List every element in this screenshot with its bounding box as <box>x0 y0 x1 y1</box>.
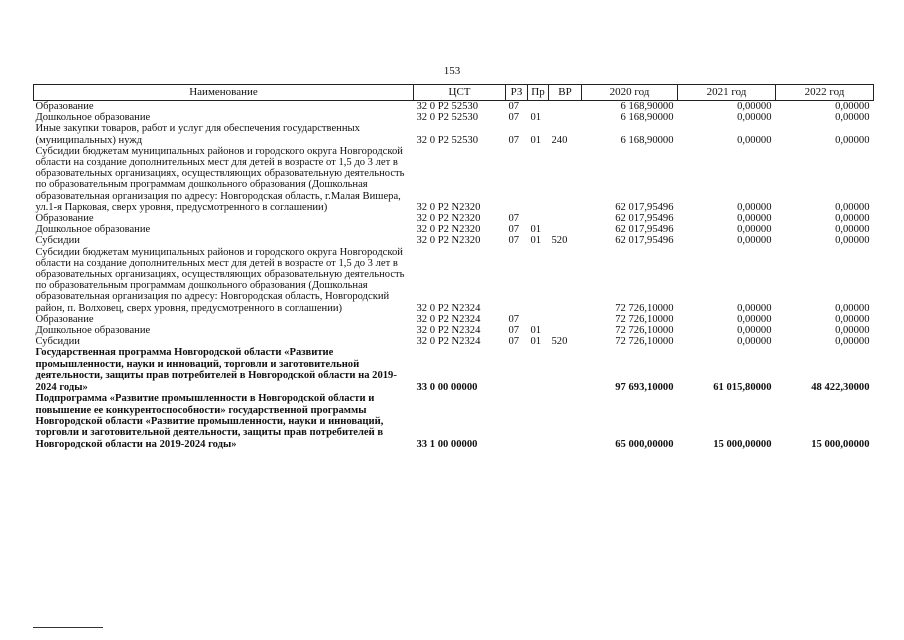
cell-vr <box>549 347 582 393</box>
cell-2021: 0,00000 <box>737 101 772 112</box>
cell-cst: 32 0 Р2 52530 <box>416 134 479 146</box>
cell-2020: 62 017,95496 <box>615 224 674 236</box>
cell-2020: 62 017,95496 <box>615 213 674 225</box>
cell-2021: 61 015,80000 <box>713 381 772 393</box>
budget-table-sheet <box>33 84 873 450</box>
cell-pr <box>528 247 549 314</box>
table-row <box>34 393 874 450</box>
table-row <box>34 247 874 314</box>
header-2021: 2021 год <box>678 85 776 101</box>
cell-rz <box>506 393 528 450</box>
cell-pr: 01 <box>530 134 542 146</box>
cell-rz: 07 <box>508 213 520 225</box>
header-vr: ВР <box>549 85 582 101</box>
cell-vr <box>549 101 582 113</box>
header-rz: РЗ <box>506 85 528 101</box>
cell-rz: 07 <box>508 313 520 325</box>
cell-cst: 33 0 00 00000 <box>416 381 478 393</box>
cell-2020: 6 168,90000 <box>620 101 674 112</box>
cell-2020: 72 726,10000 <box>615 325 674 337</box>
cell-2022: 0,00000 <box>835 201 870 213</box>
cell-vr <box>549 247 582 314</box>
cell-rz: 07 <box>508 112 520 124</box>
cell-rz: 07 <box>508 101 520 112</box>
cell-2022: 0,00000 <box>835 134 870 146</box>
cell-vr <box>549 213 582 224</box>
cell-name: Иные закупки товаров, работ и услуг для обеспечения государственных (муниципальных) нужд <box>35 123 360 146</box>
cell-2021: 0,00000 <box>737 325 772 337</box>
cell-2022: 0,00000 <box>835 336 870 348</box>
cell-2020: 6 168,90000 <box>620 112 674 124</box>
table-header-row <box>34 85 874 101</box>
cell-name: Образование <box>35 213 94 225</box>
cell-name: Подпрограмма «Развитие промышленности в Новгородской области и повышение ее конкурентоспособности» государственной программы Новгородской области «Развитие промышленности, науки и инноваций, торговли и заготовительной деятельности, защиты прав потребителей в Новгородской области на 2019-2024 годы» <box>35 393 384 450</box>
table-row <box>34 146 874 213</box>
cell-vr <box>549 393 582 450</box>
cell-2021: 0,00000 <box>737 201 772 213</box>
cell-cst: 33 1 00 00000 <box>416 438 478 450</box>
cell-2022: 0,00000 <box>835 325 870 337</box>
table-row <box>34 325 874 336</box>
cell-2021: 0,00000 <box>737 224 772 236</box>
table-header <box>34 85 874 101</box>
cell-cst: 32 0 Р2 N2320 <box>416 201 481 213</box>
cell-2021: 0,00000 <box>737 134 772 146</box>
header-2022: 2022 год <box>776 85 874 101</box>
cell-2022: 0,00000 <box>835 302 870 314</box>
cell-2020: 72 726,10000 <box>615 336 674 348</box>
page-number: 153 <box>443 65 461 77</box>
cell-name: Субсидии <box>35 336 80 348</box>
cell-pr <box>528 314 549 325</box>
cell-2020: 72 726,10000 <box>615 302 674 314</box>
cell-rz <box>506 247 528 314</box>
cell-cst: 32 0 Р2 N2320 <box>416 213 481 225</box>
cell-pr <box>528 213 549 224</box>
cell-cst: 32 0 Р2 52530 <box>416 101 479 112</box>
cell-2021: 0,00000 <box>737 235 772 247</box>
cell-2022: 0,00000 <box>835 224 870 236</box>
cell-2022: 0,00000 <box>835 213 870 225</box>
cell-2020: 97 693,10000 <box>615 381 674 393</box>
cell-2020: 62 017,95496 <box>615 235 674 247</box>
cell-pr: 01 <box>530 235 542 247</box>
cell-pr: 01 <box>530 336 542 348</box>
cell-vr: 520 <box>551 336 568 348</box>
cell-cst: 32 0 Р2 N2324 <box>416 302 481 314</box>
cell-pr <box>528 393 549 450</box>
cell-pr <box>528 101 549 113</box>
cell-vr <box>549 224 582 235</box>
cell-rz: 07 <box>508 134 520 146</box>
cell-cst: 32 0 Р2 N2324 <box>416 325 481 337</box>
cell-2021: 0,00000 <box>737 313 772 325</box>
cell-name: Дошкольное образование <box>35 325 151 337</box>
cell-cst: 32 0 Р2 N2324 <box>416 313 481 325</box>
cell-name: Субсидии <box>35 235 80 247</box>
cell-name: Дошкольное образование <box>35 224 151 236</box>
cell-2021: 0,00000 <box>737 302 772 314</box>
cell-2020: 62 017,95496 <box>615 201 674 213</box>
cell-name: Образование <box>35 313 94 325</box>
footer-divider <box>33 627 103 628</box>
cell-rz: 07 <box>508 325 520 337</box>
cell-2022: 0,00000 <box>835 101 870 112</box>
cell-pr: 01 <box>530 224 542 236</box>
table-row <box>34 101 874 113</box>
cell-2021: 15 000,00000 <box>713 438 772 450</box>
cell-2022: 48 422,30000 <box>811 381 870 393</box>
cell-2022: 0,00000 <box>835 313 870 325</box>
cell-name: Субсидии бюджетам муниципальных районов и городского округа Новгородской области на создание дополнительных мест для детей в возрасте от 1,5 до 3 лет в образовательных организациях, осуществляющих образовательную деятельность по образовательным программам дошкольного образования (Дошкольная образовательная организация по адресу: Новгородская область, г.Малая Вишера, ул.1-я Парковая, сверх уровня, предусмотренного в соглашении) <box>35 145 405 213</box>
header-cst: ЦСТ <box>414 85 506 101</box>
cell-pr: 01 <box>530 325 542 337</box>
cell-name: Образование <box>35 101 94 112</box>
cell-vr <box>549 146 582 213</box>
header-name: Наименование <box>34 85 414 101</box>
cell-2021: 0,00000 <box>737 336 772 348</box>
cell-2020: 65 000,00000 <box>615 438 674 450</box>
cell-vr <box>549 325 582 336</box>
cell-name: Государственная программа Новгородской области «Развитие промышленности, науки и инноваций, торговли и заготовительной деятельности, защиты прав потребителей в Новгородской области на 2019-2024 годы» <box>35 347 397 393</box>
cell-2020: 72 726,10000 <box>615 313 674 325</box>
table-row <box>34 235 874 246</box>
cell-2022: 15 000,00000 <box>811 438 870 450</box>
cell-vr: 240 <box>551 134 568 146</box>
cell-2021: 0,00000 <box>737 213 772 225</box>
cell-vr: 520 <box>551 235 568 247</box>
cell-vr <box>549 112 582 123</box>
table-body <box>34 101 874 451</box>
cell-rz: 07 <box>508 336 520 348</box>
cell-vr <box>549 314 582 325</box>
table-row <box>34 224 874 235</box>
table-row <box>34 314 874 325</box>
table-row <box>34 347 874 393</box>
cell-pr <box>528 347 549 393</box>
table-row <box>34 336 874 347</box>
budget-table <box>33 84 874 450</box>
cell-name: Субсидии бюджетам муниципальных районов и городского округа Новгородской области на создание дополнительных мест для детей в возрасте от 1,5 до 3 лет в образовательных организациях, осуществляющих образовательную деятельность по образовательным программам дошкольного образования (Дошкольная образовательная организация по адресу: Новгородская область, Новгородский район, п. Волховец, сверх уровня, предусмотренного в соглашении) <box>35 246 405 314</box>
cell-2020: 6 168,90000 <box>620 134 674 146</box>
cell-2022: 0,00000 <box>835 112 870 124</box>
cell-rz: 07 <box>508 235 520 247</box>
table-row <box>34 112 874 123</box>
cell-rz <box>506 146 528 213</box>
cell-cst: 32 0 Р2 N2324 <box>416 336 481 348</box>
cell-name: Дошкольное образование <box>35 112 151 124</box>
cell-rz <box>506 347 528 393</box>
cell-rz: 07 <box>508 224 520 236</box>
cell-cst: 32 0 Р2 N2320 <box>416 224 481 236</box>
cell-pr <box>528 146 549 213</box>
cell-cst: 32 0 Р2 N2320 <box>416 235 481 247</box>
header-2020: 2020 год <box>582 85 678 101</box>
cell-cst: 32 0 Р2 52530 <box>416 112 479 124</box>
table-row <box>34 213 874 224</box>
table-row <box>34 123 874 145</box>
cell-2021: 0,00000 <box>737 112 772 124</box>
cell-pr: 01 <box>530 112 542 124</box>
header-pr: Пр <box>528 85 549 101</box>
cell-2022: 0,00000 <box>835 235 870 247</box>
